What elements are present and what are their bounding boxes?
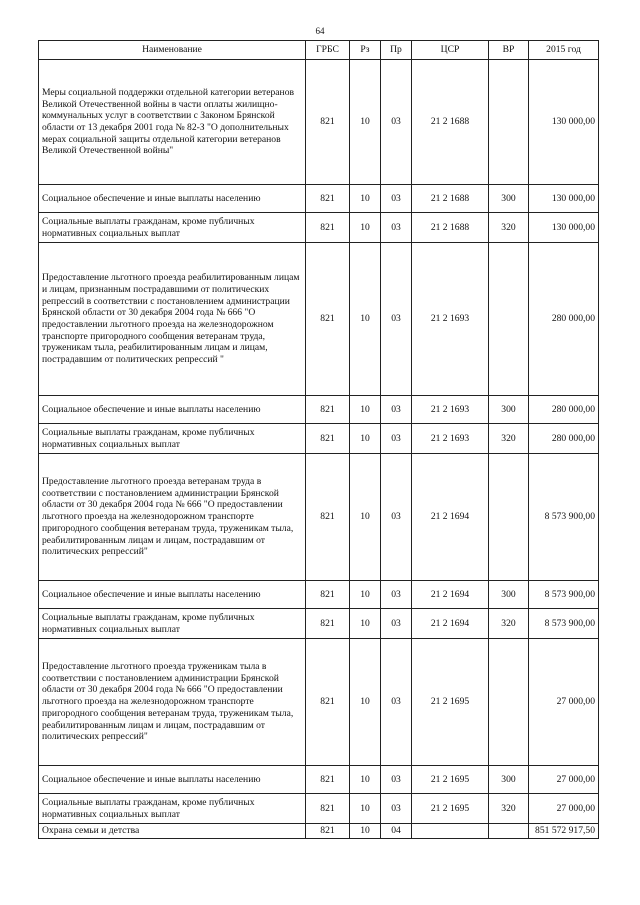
- row-grbs: 821: [306, 213, 350, 243]
- row-rz: 10: [350, 185, 381, 213]
- row-csr: [412, 824, 489, 839]
- table-row: [39, 424, 599, 454]
- row-pr: 03: [381, 185, 412, 213]
- table-row: [39, 639, 599, 766]
- header-year: 2015 год: [529, 41, 599, 60]
- row-amount: 8 573 900,00: [529, 609, 599, 639]
- row-csr: 21 2 1688: [412, 60, 489, 185]
- row-name: Социальные выплаты гражданам, кроме публичных нормативных социальных выплат: [39, 424, 306, 454]
- row-amount: 280 000,00: [529, 396, 599, 424]
- table-body: [39, 60, 599, 839]
- row-grbs: 821: [306, 185, 350, 213]
- row-rz: 10: [350, 581, 381, 609]
- row-csr: 21 2 1695: [412, 639, 489, 766]
- row-csr: 21 2 1694: [412, 454, 489, 581]
- budget-table: [38, 40, 599, 839]
- row-pr: 03: [381, 60, 412, 185]
- table-row: [39, 185, 599, 213]
- row-grbs: 821: [306, 454, 350, 581]
- row-rz: 10: [350, 639, 381, 766]
- row-rz: 10: [350, 243, 381, 396]
- table-row: [39, 454, 599, 581]
- row-csr: 21 2 1694: [412, 581, 489, 609]
- row-grbs: 821: [306, 609, 350, 639]
- row-vr: [489, 639, 529, 766]
- row-rz: 10: [350, 60, 381, 185]
- row-rz: 10: [350, 424, 381, 454]
- row-grbs: 821: [306, 639, 350, 766]
- table-row: [39, 766, 599, 794]
- row-grbs: 821: [306, 766, 350, 794]
- row-amount: 851 572 917,50: [529, 824, 599, 839]
- row-amount: 130 000,00: [529, 213, 599, 243]
- row-amount: 130 000,00: [529, 60, 599, 185]
- row-vr: 320: [489, 609, 529, 639]
- row-grbs: 821: [306, 824, 350, 839]
- row-vr: 320: [489, 213, 529, 243]
- row-pr: 03: [381, 213, 412, 243]
- row-pr: 04: [381, 824, 412, 839]
- row-csr: 21 2 1695: [412, 794, 489, 824]
- row-rz: 10: [350, 213, 381, 243]
- table-row: [39, 609, 599, 639]
- row-vr: [489, 60, 529, 185]
- row-vr: 320: [489, 794, 529, 824]
- header-vr: ВР: [489, 41, 529, 60]
- row-name: Социальное обеспечение и иные выплаты населению: [39, 581, 306, 609]
- row-vr: [489, 824, 529, 839]
- row-pr: 03: [381, 794, 412, 824]
- row-grbs: 821: [306, 581, 350, 609]
- row-rz: 10: [350, 454, 381, 581]
- row-name: Предоставление льготного проезда реабилитированным лицам и лицам, признанным пострадавшими от политических репрессий в соответствии с постановлением администрации Брянской области от 30 декабря 2004 года № 666 "О предоставлении льготного проезда на железнодорожном транспорте пригородного сообщения ветеранам труда, труженикам тыла, реабилитированным лицам и лицам, пострадавшим от политических репрессий ": [39, 243, 306, 396]
- header-grbs: ГРБС: [306, 41, 350, 60]
- row-grbs: 821: [306, 424, 350, 454]
- row-vr: 300: [489, 396, 529, 424]
- row-rz: 10: [350, 396, 381, 424]
- row-name: Предоставление льготного проезда труженикам тыла в соответствии с постановлением администрации Брянской области от 30 декабря 2004 года № 666 "О предоставлении льготного проезда на железнодорожном транспорте пригородного сообщения ветеранам труда, труженикам тыла, реабилитированным лицам и лицам, пострадавшим от политических репрессий": [39, 639, 306, 766]
- table-row: [39, 824, 599, 839]
- row-name: Социальные выплаты гражданам, кроме публичных нормативных социальных выплат: [39, 213, 306, 243]
- row-csr: 21 2 1694: [412, 609, 489, 639]
- row-rz: 10: [350, 766, 381, 794]
- table-row: [39, 60, 599, 185]
- header-name: Наименование: [39, 41, 306, 60]
- row-pr: 03: [381, 396, 412, 424]
- page-number: 64: [315, 26, 325, 36]
- header-csr: ЦСР: [412, 41, 489, 60]
- row-rz: 10: [350, 609, 381, 639]
- row-name: Меры социальной поддержки отдельной категории ветеранов Великой Отечественной войны в части оплаты жилищно-коммунальных услуг в соответствии с Законом Брянской области от 13 декабря 2001 года № 82-З "О дополнительных мерах социальной защиты отдельной категории ветеранов Великой Отечественной войны": [39, 60, 306, 185]
- table-header: [39, 41, 599, 60]
- row-grbs: 821: [306, 396, 350, 424]
- row-rz: 10: [350, 794, 381, 824]
- row-pr: 03: [381, 424, 412, 454]
- row-name: Охрана семьи и детства: [39, 824, 306, 839]
- row-pr: 03: [381, 243, 412, 396]
- row-name: Социальное обеспечение и иные выплаты населению: [39, 766, 306, 794]
- row-csr: 21 2 1693: [412, 424, 489, 454]
- header-pr: Пр: [381, 41, 412, 60]
- row-name: Социальное обеспечение и иные выплаты населению: [39, 396, 306, 424]
- row-csr: 21 2 1693: [412, 243, 489, 396]
- row-grbs: 821: [306, 794, 350, 824]
- row-amount: 8 573 900,00: [529, 454, 599, 581]
- row-amount: 27 000,00: [529, 639, 599, 766]
- row-csr: 21 2 1695: [412, 766, 489, 794]
- row-pr: 03: [381, 766, 412, 794]
- row-name: Социальные выплаты гражданам, кроме публичных нормативных социальных выплат: [39, 794, 306, 824]
- table-row: [39, 581, 599, 609]
- row-vr: [489, 454, 529, 581]
- row-csr: 21 2 1688: [412, 213, 489, 243]
- row-name: Социальные выплаты гражданам, кроме публичных нормативных социальных выплат: [39, 609, 306, 639]
- row-amount: 27 000,00: [529, 794, 599, 824]
- header-row: [39, 41, 599, 60]
- row-grbs: 821: [306, 60, 350, 185]
- row-grbs: 821: [306, 243, 350, 396]
- row-name: Социальное обеспечение и иные выплаты населению: [39, 185, 306, 213]
- row-vr: 300: [489, 185, 529, 213]
- row-pr: 03: [381, 454, 412, 581]
- row-pr: 03: [381, 609, 412, 639]
- row-vr: [489, 243, 529, 396]
- row-csr: 21 2 1688: [412, 185, 489, 213]
- row-amount: 130 000,00: [529, 185, 599, 213]
- table-row: [39, 794, 599, 824]
- table-row: [39, 213, 599, 243]
- row-amount: 27 000,00: [529, 766, 599, 794]
- table-row: [39, 243, 599, 396]
- row-vr: 300: [489, 766, 529, 794]
- row-amount: 8 573 900,00: [529, 581, 599, 609]
- row-name: Предоставление льготного проезда ветеранам труда в соответствии с постановлением администрации Брянской области от 30 декабря 2004 года № 666 "О предоставлении льготного проезда на железнодорожном транспорте пригородного сообщения ветеранам труда, труженикам тыла, реабилитированным лицам и лицам, пострадавшим от политических репрессий": [39, 454, 306, 581]
- row-pr: 03: [381, 639, 412, 766]
- row-vr: 320: [489, 424, 529, 454]
- row-vr: 300: [489, 581, 529, 609]
- header-rz: Рз: [350, 41, 381, 60]
- table-row: [39, 396, 599, 424]
- row-pr: 03: [381, 581, 412, 609]
- row-amount: 280 000,00: [529, 243, 599, 396]
- row-csr: 21 2 1693: [412, 396, 489, 424]
- row-rz: 10: [350, 824, 381, 839]
- row-amount: 280 000,00: [529, 424, 599, 454]
